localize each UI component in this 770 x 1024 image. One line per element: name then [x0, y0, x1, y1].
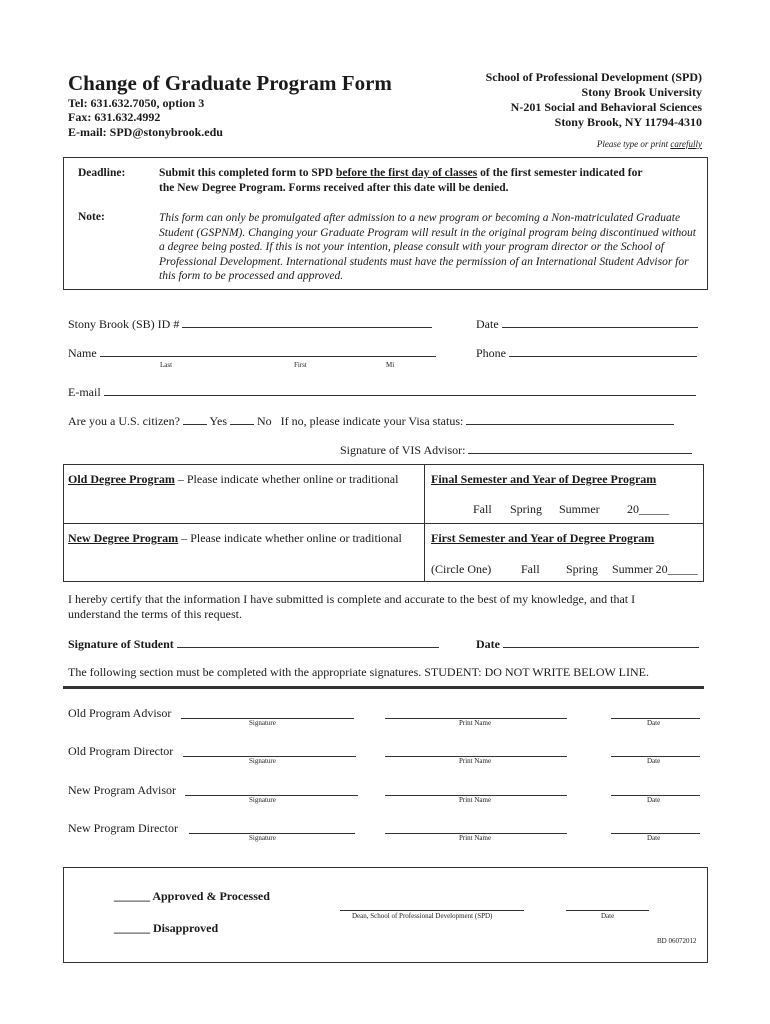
year-old-field[interactable]: 20_____ [627, 502, 669, 516]
do-not-write-line [63, 686, 704, 689]
disapproved[interactable]: ______ Disapproved [114, 921, 219, 935]
print-note-emph: carefully [670, 139, 702, 149]
email-label: E-mail [68, 385, 101, 399]
phone-label: Phone [476, 346, 506, 360]
deadline-text-2: of the first semester indicated for [477, 167, 643, 179]
citizen-field [68, 413, 674, 429]
address-block [486, 70, 702, 130]
certify-text-2: understand the terms of this request. [68, 607, 242, 621]
date-label: Date [476, 317, 499, 331]
new-program-heading [68, 531, 402, 546]
signature-row-label: New Program Advisor [68, 783, 176, 797]
form-code: BD 06072012 [657, 937, 697, 945]
caption-last: Last [160, 361, 173, 369]
program-table-divider [63, 523, 704, 524]
old-program-label: Old Degree Program [68, 472, 175, 486]
date-caption: Date [647, 834, 661, 842]
student-signature-label: Signature of Student [68, 637, 174, 651]
instruction-text: The following section must be completed with the appropriate signatures. STUDENT: DO NOT WRITE BELOW LINE. [68, 665, 649, 679]
dean-date-line[interactable] [566, 910, 649, 911]
vis-advisor-label: Signature of VIS Advisor: [340, 443, 466, 457]
deadline-text-1: Submit this completed form to SPD [159, 167, 336, 179]
name-label: Name [68, 346, 97, 360]
sb-id-line[interactable] [182, 316, 432, 328]
deadline-label: Deadline: [78, 167, 126, 179]
vis-advisor-field[interactable] [340, 442, 692, 458]
dean-caption: Dean, School of Professional Development (SPD) [352, 912, 493, 920]
contact-email: E-mail: SPD@stonybrook.edu [68, 125, 223, 139]
print-note [597, 139, 702, 149]
email-line[interactable] [104, 384, 696, 396]
signature-row-label: New Program Director [68, 821, 178, 835]
phone-field[interactable] [476, 345, 697, 361]
program-table-vdivider [424, 464, 425, 582]
no-blank[interactable] [230, 413, 254, 425]
student-signature-line[interactable] [177, 636, 439, 648]
print-name-caption: Print Name [459, 796, 492, 804]
form-title: Change of Graduate Program Form [68, 71, 392, 95]
caption-first: First [294, 361, 307, 369]
signature-caption: Signature [249, 719, 276, 727]
date-caption: Date [647, 719, 661, 727]
old-program-heading [68, 472, 398, 487]
sb-id-field[interactable] [68, 316, 432, 332]
print-note-text: Please type or print [596, 139, 671, 149]
circle-one-label: (Circle One) [431, 562, 492, 576]
visa-line[interactable] [466, 413, 674, 425]
option-fall[interactable]: Fall [473, 502, 492, 516]
student-date-line[interactable] [503, 636, 699, 648]
approved-processed[interactable]: ______ Approved & Processed [114, 889, 270, 903]
option-summer[interactable]: Summer [559, 502, 600, 516]
building: N-201 Social and Behavioral Sciences [510, 100, 702, 114]
student-date-field[interactable] [476, 636, 699, 652]
signature-caption: Signature [249, 834, 276, 842]
first-semester-heading: First Semester and Year of Degree Program [431, 531, 655, 545]
sb-id-label: Stony Brook (SB) ID # [68, 317, 180, 331]
note-label: Note: [78, 211, 105, 223]
dean-date-caption: Date [601, 912, 615, 920]
city: Stony Brook, NY 11794-4310 [554, 115, 702, 129]
name-field[interactable] [68, 345, 436, 361]
date-caption: Date [647, 757, 661, 765]
yes-blank[interactable] [183, 413, 207, 425]
email-field[interactable] [68, 384, 696, 400]
deadline-text [159, 167, 642, 179]
student-date-label: Date [476, 637, 500, 651]
yes-label: Yes [209, 414, 227, 428]
print-name-caption: Print Name [459, 757, 492, 765]
signature-caption: Signature [249, 796, 276, 804]
signature-caption: Signature [249, 757, 276, 765]
signature-row-label: Old Program Director [68, 744, 174, 758]
option-summer-new[interactable]: Summer 20_____ [612, 562, 698, 576]
caption-mi: Mi [386, 361, 395, 369]
vis-advisor-line[interactable] [468, 442, 692, 454]
option-spring-new[interactable]: Spring [566, 562, 599, 576]
certify-text-1: I hereby certify that the information I have submitted is complete and accurate to the best of my knowledge, and that I [68, 592, 636, 606]
student-signature-field[interactable] [68, 636, 439, 652]
no-label: No [257, 414, 272, 428]
university-name: Stony Brook University [581, 85, 702, 99]
citizen-question: Are you a U.S. citizen? [68, 414, 180, 428]
contact-tel: Tel: 631.632.7050, option 3 [68, 96, 205, 110]
option-spring[interactable]: Spring [510, 502, 543, 516]
new-program-label: New Degree Program [68, 531, 179, 545]
date-caption: Date [647, 796, 661, 804]
option-fall-new[interactable]: Fall [521, 562, 540, 576]
print-name-caption: Print Name [459, 834, 492, 842]
school-name: School of Professional Development (SPD) [485, 70, 702, 84]
deadline-text-line2: the New Degree Program. Forms received after this date will be denied. [159, 182, 509, 194]
note-text: This form can only be promulgated after admission to a new program or becoming a Non-matriculated Graduate Student (GSPNM). Changing your Graduate Program will result in the original program being discontinued without a degree being posted. If this is not your intention, please consult with your program director or the School of Professional Development. International students must have the permission of an International Student Advisor for this form to be processed and approved. [159, 212, 696, 282]
deadline-underlined: before the first day of classes [335, 167, 478, 179]
print-name-caption: Print Name [459, 719, 492, 727]
dean-signature-line[interactable] [340, 910, 524, 911]
old-program-desc: – Please indicate whether online or traditional [174, 472, 399, 486]
contact-fax: Fax: 631.632.4992 [68, 110, 161, 124]
date-field[interactable] [476, 316, 698, 332]
date-line[interactable] [502, 316, 698, 328]
name-line[interactable] [100, 345, 436, 357]
final-semester-heading: Final Semester and Year of Degree Program [431, 472, 657, 486]
signature-row-label: Old Program Advisor [68, 706, 172, 720]
new-program-desc: – Please indicate whether online or traditional [178, 531, 402, 545]
phone-line[interactable] [509, 345, 697, 357]
visa-label: If no, please indicate your Visa status: [280, 414, 464, 428]
